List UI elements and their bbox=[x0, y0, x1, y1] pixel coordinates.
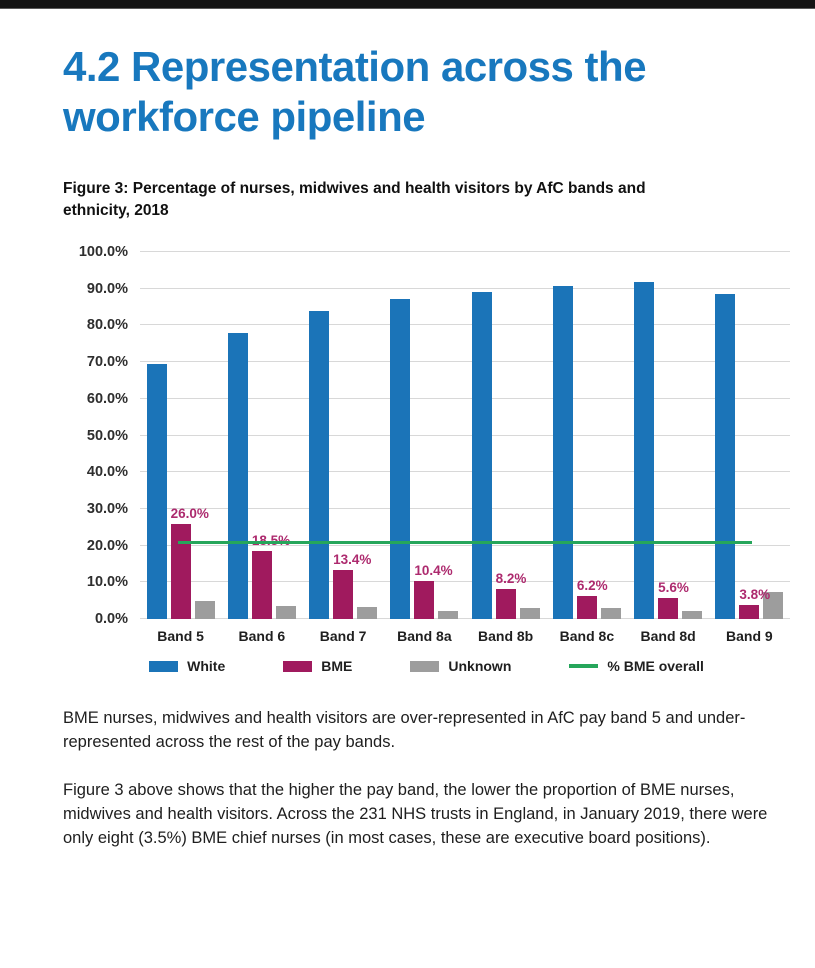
bar-bme-band-8c bbox=[577, 596, 597, 619]
bar-white-band-9 bbox=[715, 294, 735, 619]
y-tick-label-50: 50.0% bbox=[86, 427, 128, 444]
plot-area bbox=[140, 252, 790, 619]
bme-value-label-band-8c: 6.2% bbox=[576, 578, 608, 594]
band-group-band-9 bbox=[709, 252, 790, 619]
legend-label-unknown: Unknown bbox=[448, 658, 512, 674]
bar-unknown-band-6 bbox=[276, 606, 296, 619]
section-heading-line-1: 4.2 Representation across the bbox=[63, 43, 647, 90]
figure-caption-line-1: Figure 3: Percentage of nurses, midwives and health visitors by AfC bands and bbox=[63, 180, 646, 197]
band-group-band-8a bbox=[384, 252, 465, 619]
section-heading-line-2: workforce pipeline bbox=[63, 93, 426, 140]
page-content bbox=[0, 10, 815, 850]
figure-3-chart bbox=[63, 244, 790, 674]
page-top-bar bbox=[0, 0, 815, 9]
bar-bme-band-9 bbox=[739, 605, 759, 619]
bar-white-band-6 bbox=[228, 333, 248, 619]
bar-bme-band-5 bbox=[171, 524, 191, 619]
bar-bme-band-6 bbox=[252, 551, 272, 619]
bar-unknown-band-5 bbox=[195, 601, 215, 619]
legend bbox=[63, 658, 790, 674]
y-tick-label-70: 70.0% bbox=[86, 354, 128, 371]
bar-unknown-band-8a bbox=[438, 611, 458, 619]
legend-swatch-white bbox=[149, 661, 178, 672]
bar-bme-band-8d bbox=[658, 598, 678, 619]
y-tick-label-20: 20.0% bbox=[86, 537, 128, 554]
band-group-band-8d bbox=[628, 252, 709, 619]
y-axis bbox=[63, 244, 140, 627]
bme-value-label-band-8a: 10.4% bbox=[414, 562, 453, 578]
section-heading bbox=[63, 42, 790, 142]
bar-white-band-7 bbox=[309, 311, 329, 619]
figure-caption-line-2: ethnicity, 2018 bbox=[63, 202, 169, 219]
legend-label-white: White bbox=[187, 658, 226, 674]
y-tick-label-30: 30.0% bbox=[86, 500, 128, 517]
x-axis-label-band-8b: Band 8b bbox=[478, 628, 534, 644]
bme-value-label-band-7: 13.4% bbox=[333, 551, 372, 567]
legend-item-bme bbox=[283, 658, 352, 674]
y-tick-label-100: 100.0% bbox=[78, 244, 128, 260]
bar-unknown-band-8b bbox=[520, 608, 540, 619]
bar-bme-band-7 bbox=[333, 570, 353, 619]
body-paragraph-1: BME nurses, midwives and health visitors are over-represented in AfC pay band 5 and under-represented across the rest of the pay bands. bbox=[63, 709, 746, 751]
band-group-band-6 bbox=[221, 252, 302, 619]
bar-unknown-band-8c bbox=[601, 608, 621, 619]
legend-item--bme-overall bbox=[569, 658, 703, 674]
x-axis-label-band-8c: Band 8c bbox=[559, 628, 615, 644]
bar-white-band-8c bbox=[553, 286, 573, 619]
y-tick-label-90: 90.0% bbox=[86, 280, 128, 297]
bar-white-band-8b bbox=[472, 292, 492, 619]
bar-bme-band-8a bbox=[414, 581, 434, 619]
bar-unknown-band-7 bbox=[357, 607, 377, 619]
band-group-band-5 bbox=[140, 252, 221, 619]
legend-label--bme-overall: % BME overall bbox=[607, 658, 704, 674]
bme-value-label-band-8b: 8.2% bbox=[495, 570, 527, 586]
x-axis-label-band-5: Band 5 bbox=[157, 628, 204, 644]
y-tick-label-0: 0.0% bbox=[94, 611, 128, 627]
bar-white-band-8a bbox=[390, 299, 410, 619]
y-tick-label-10: 10.0% bbox=[86, 574, 128, 591]
legend-item-white bbox=[149, 658, 225, 674]
bar-groups bbox=[140, 252, 790, 619]
x-axis bbox=[140, 619, 790, 644]
legend-swatch--bme-overall bbox=[569, 664, 598, 668]
legend-item-unknown bbox=[410, 658, 511, 674]
chart-body bbox=[63, 244, 790, 627]
y-tick-label-80: 80.0% bbox=[86, 317, 128, 334]
bme-value-label-band-9: 3.8% bbox=[739, 587, 771, 603]
band-group-band-7 bbox=[303, 252, 384, 619]
x-axis-label-band-6: Band 6 bbox=[238, 628, 286, 644]
x-axis-label-band-8d: Band 8d bbox=[640, 628, 696, 644]
bar-unknown-band-8d bbox=[682, 611, 702, 619]
bar-white-band-5 bbox=[147, 364, 167, 619]
bar-bme-band-8b bbox=[496, 589, 516, 619]
legend-swatch-bme bbox=[283, 661, 312, 672]
x-axis-label-band-8a: Band 8a bbox=[397, 628, 452, 644]
legend-swatch-unknown bbox=[410, 661, 439, 672]
legend-label-bme: BME bbox=[321, 658, 353, 674]
x-axis-label-band-9: Band 9 bbox=[726, 628, 773, 644]
band-group-band-8c bbox=[546, 252, 627, 619]
body-paragraph-2: Figure 3 above shows that the higher the pay band, the lower the proportion of BME nurses, midwives and health visitors. Across the 231 NHS trusts in England, in January 2019, there were only eight (3.5%) BME chief nurses (in most cases, these are executive board positions). bbox=[63, 781, 768, 847]
x-axis-label-band-7: Band 7 bbox=[319, 628, 367, 644]
bme-value-label-band-8d: 5.6% bbox=[658, 580, 689, 596]
bme-value-label-band-5: 26.0% bbox=[170, 505, 209, 521]
bar-white-band-8d bbox=[634, 282, 654, 619]
y-tick-label-40: 40.0% bbox=[86, 464, 128, 481]
bme-overall-line bbox=[178, 541, 752, 544]
band-group-band-8b bbox=[465, 252, 546, 619]
figure-caption bbox=[63, 178, 790, 222]
y-tick-label-60: 60.0% bbox=[86, 390, 128, 407]
